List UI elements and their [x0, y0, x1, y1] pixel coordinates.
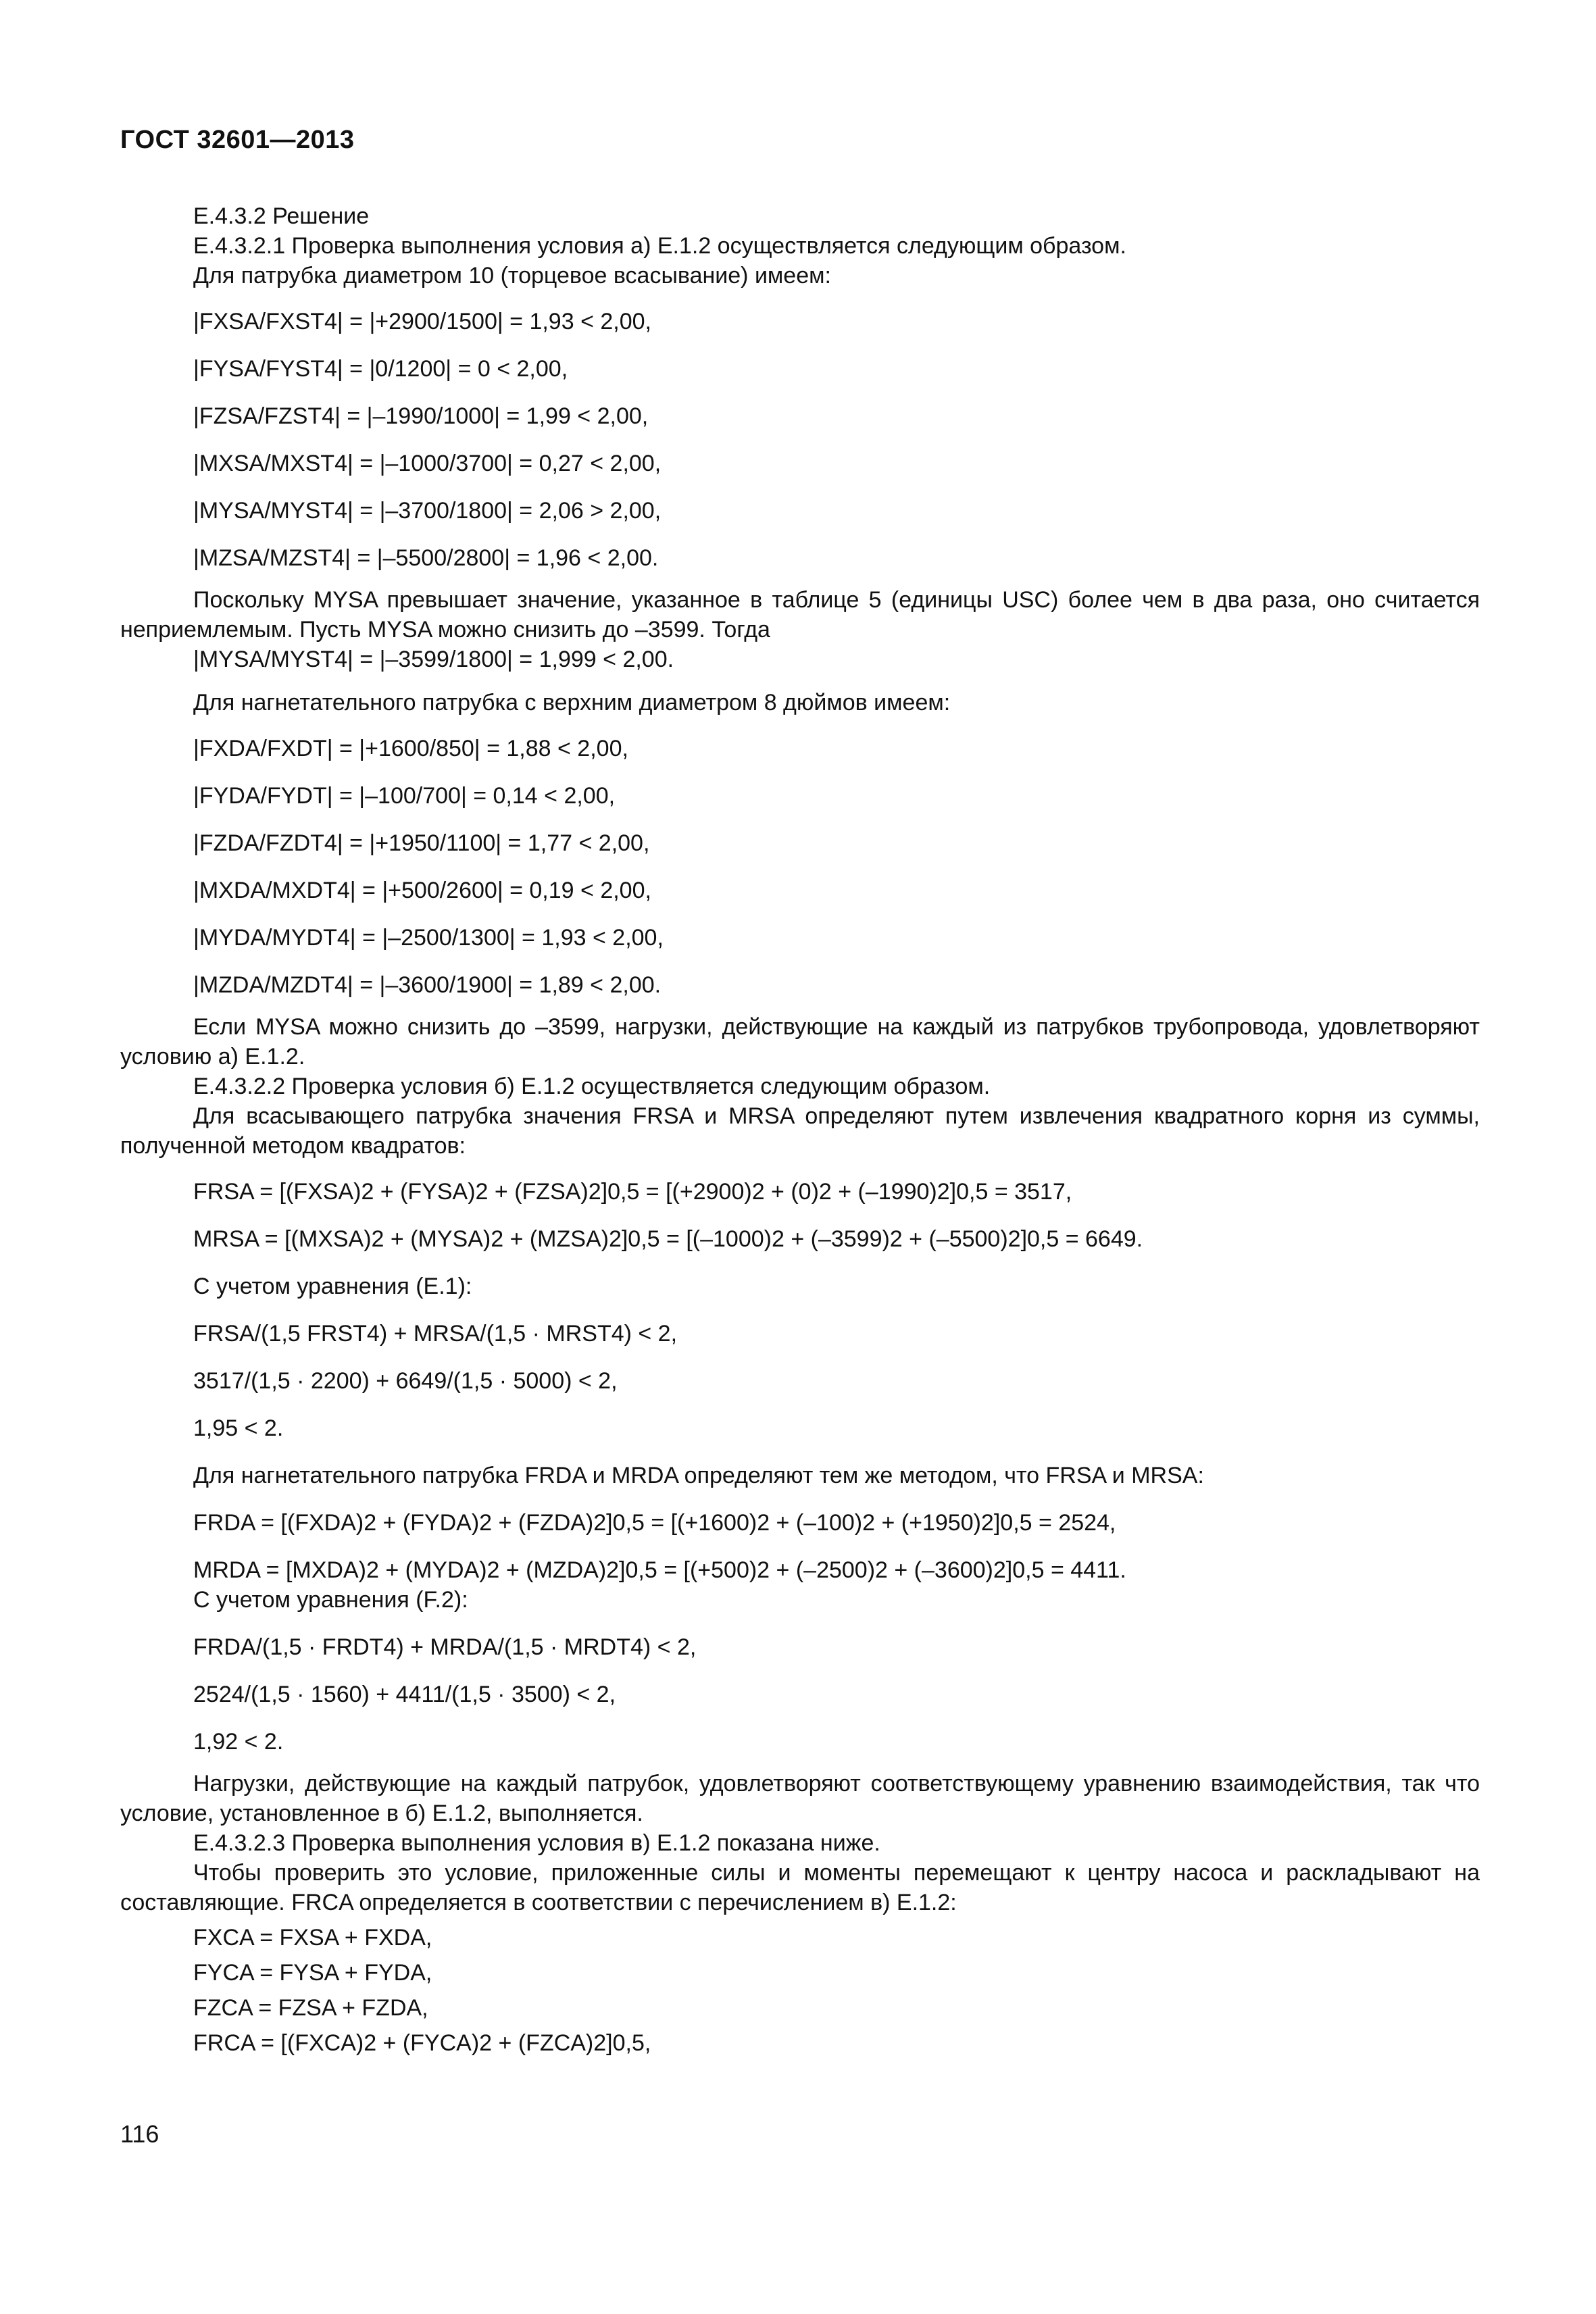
formula-line: |FYSA/FYST4| = |0/1200| = 0 < 2,00, [193, 356, 568, 382]
paragraph: Е.4.3.2.1 Проверка выполнения условия а) Е.1.2 осуществляется следующим образом. [193, 233, 1126, 259]
document-header: ГОСТ 32601—2013 [120, 126, 355, 154]
formula-line: |MZSA/MZST4| = |–5500/2800| = 1,96 < 2,00. [193, 545, 659, 571]
paragraph: Для патрубка диаметром 10 (торцевое всасывание) имеем: [193, 263, 831, 288]
formula-line: FZCA = FZSA + FZDA, [193, 1995, 428, 2021]
formula-line: |MYSA/MYST4| = |–3700/1800| = 2,06 > 2,00, [193, 498, 662, 524]
page-number: 116 [120, 2120, 159, 2148]
paragraph: Е.4.3.2.3 Проверка выполнения условия в) Е.1.2 показана ниже. [193, 1830, 880, 1856]
formula-line: FRSA/(1,5 FRST4) + MRSA/(1,5 · MRST4) < 2, [193, 1321, 678, 1347]
paragraph: Поскольку MYSA превышает значение, указанное в таблице 5 (единицы USC) более чем в два раза, оно считается неприемлемым. Пусть MYSA можно снизить до –3599. Тогда [120, 587, 1480, 643]
formula-line: 1,92 < 2. [193, 1729, 284, 1755]
formula-line: |FZSA/FZST4| = |–1990/1000| = 1,99 < 2,00, [193, 403, 649, 429]
paragraph: Е.4.3.2 Решение [193, 203, 370, 229]
formula-line: 3517/(1,5 · 2200) + 6649/(1,5 · 5000) < 2, [193, 1368, 618, 1394]
formula-line: |MZDA/MZDT4| = |–3600/1900| = 1,89 < 2,00. [193, 972, 662, 998]
formula-line: |MYSA/MYST4| = |–3599/1800| = 1,999 < 2,00. [193, 647, 674, 672]
formula-line: |MXSA/MXST4| = |–1000/3700| = 0,27 < 2,00, [193, 451, 662, 476]
formula-line: FYCA = FYSA + FYDA, [193, 1960, 432, 1986]
paragraph: С учетом уравнения (Е.1): [193, 1274, 472, 1299]
paragraph: Для всасывающего патрубка значения FRSA и MRSA определяют путем извлечения квадратного корня из суммы, полученной методом квадратов: [120, 1103, 1480, 1159]
formula-line: FXCA = FXSA + FXDA, [193, 1925, 432, 1951]
paragraph: Для нагнетательного патрубка FRDA и MRDA определяют тем же методом, что FRSA и MRSA: [193, 1463, 1204, 1488]
paragraph: С учетом уравнения (F.2): [193, 1587, 468, 1613]
document-body [120, 201, 1480, 2058]
paragraph: Чтобы проверить это условие, приложенные силы и моменты перемещают к центру насоса и раскладывают на составляющие. FRCA определяется в соответствии с перечислением в) Е.1.2: [120, 1860, 1480, 1915]
paragraph: Нагрузки, действующие на каждый патрубок, удовлетворяют соответствующему уравнению взаимодействия, так что условие, установленное в б) Е.1.2, выполняется. [120, 1771, 1480, 1826]
formula-line: |FZDA/FZDT4| = |+1950/1100| = 1,77 < 2,00, [193, 830, 650, 856]
formula-line: FRDA = [(FXDA)2 + (FYDA)2 + (FZDA)2]0,5 = [(+1600)2 + (–100)2 + (+1950)2]0,5 = 2524, [193, 1510, 1116, 1536]
formula-line: FRCA = [(FXCA)2 + (FYCA)2 + (FZCA)2]0,5, [193, 2030, 651, 2056]
formula-line: MRDA = [MXDA)2 + (MYDA)2 + (MZDA)2]0,5 = [(+500)2 + (–2500)2 + (–3600)2]0,5 = 4411. [193, 1557, 1126, 1583]
paragraph: Е.4.3.2.2 Проверка условия б) Е.1.2 осуществляется следующим образом. [193, 1074, 991, 1099]
formula-line: FRDA/(1,5 · FRDT4) + MRDA/(1,5 · MRDT4) < 2, [193, 1634, 697, 1660]
formula-line: MRSA = [(MXSA)2 + (MYSA)2 + (MZSA)2]0,5 = [(–1000)2 + (–3599)2 + (–5500)2]0,5 = 6649. [193, 1226, 1143, 1252]
formula-line: |FXDA/FXDT| = |+1600/850| = 1,88 < 2,00, [193, 736, 628, 761]
formula-line: FRSA = [(FXSA)2 + (FYSA)2 + (FZSA)2]0,5 = [(+2900)2 + (0)2 + (–1990)2]0,5 = 3517, [193, 1179, 1072, 1205]
formula-line: |FYDA/FYDT| = |–100/700| = 0,14 < 2,00, [193, 783, 616, 809]
formula-line: |MYDA/MYDT4| = |–2500/1300| = 1,93 < 2,00, [193, 925, 664, 951]
formula-line: 2524/(1,5 · 1560) + 4411/(1,5 · 3500) < 2, [193, 1682, 616, 1707]
paragraph: Для нагнетательного патрубка с верхним диаметром 8 дюймов имеем: [193, 690, 951, 715]
paragraph: Если MYSA можно снизить до –3599, нагрузки, действующие на каждый из патрубков трубопровода, удовлетворяют условию а) Е.1.2. [120, 1014, 1480, 1070]
formula-line: |MXDA/MXDT4| = |+500/2600| = 0,19 < 2,00, [193, 878, 651, 903]
formula-line: 1,95 < 2. [193, 1415, 284, 1441]
formula-line: |FXSA/FXST4| = |+2900/1500| = 1,93 < 2,00, [193, 309, 651, 334]
